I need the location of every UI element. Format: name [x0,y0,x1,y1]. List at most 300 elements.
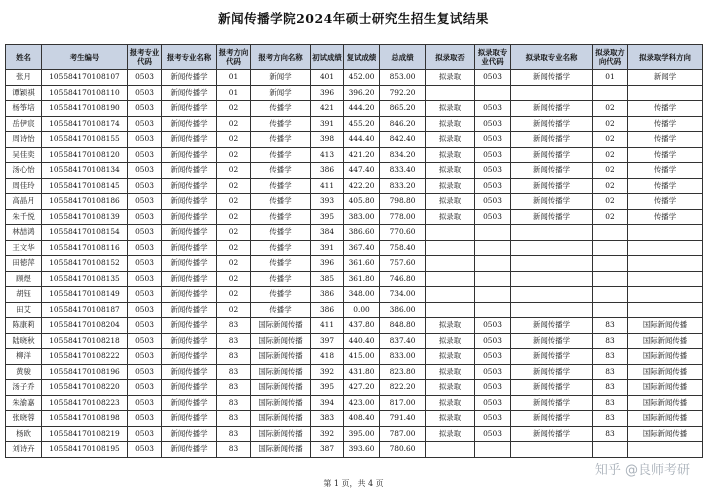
table-cell: 02 [593,101,628,117]
table-cell: 452.00 [344,70,380,86]
table-cell [475,271,511,287]
table-cell: 拟录取 [426,426,475,442]
table-cell: 105584170108190 [42,101,128,117]
table-cell: 105584170108145 [42,178,128,194]
table-cell: 105584170108222 [42,349,128,365]
table-cell: 新闻传播学 [162,256,217,272]
table-cell: 02 [217,240,251,256]
table-row [6,426,703,442]
table-cell: 传播学 [251,194,311,210]
table-cell: 传播学 [251,178,311,194]
table-row [6,163,703,179]
table-cell: 拟录取 [426,395,475,411]
table-cell: 837.40 [380,333,426,349]
table-cell: 0503 [475,132,511,148]
table-cell [511,302,593,318]
table-cell: 新闻传播学 [511,132,593,148]
table-cell [593,85,628,101]
table-cell: 新闻传播学 [162,147,217,163]
table-cell [426,287,475,303]
table-cell: 新闻传播学 [511,194,593,210]
table-cell: 02 [217,178,251,194]
table-cell: 0503 [128,302,162,318]
table-cell: 401 [311,70,344,86]
table-cell: 传播学 [251,101,311,117]
table-cell: 拟录取 [426,209,475,225]
table-cell: 0503 [475,333,511,349]
table-cell: 02 [593,147,628,163]
table-cell: 0503 [128,395,162,411]
table-cell: 国际新闻传播 [628,349,703,365]
table-cell: 105584170108154 [42,225,128,241]
table-cell: 0503 [128,240,162,256]
table-row [6,256,703,272]
table-cell: 0503 [128,411,162,427]
table-cell: 778.00 [380,209,426,225]
table-cell: 02 [217,194,251,210]
table-cell: 734.00 [380,287,426,303]
table-cell: 384 [311,225,344,241]
table-cell: 01 [217,70,251,86]
table-cell: 833.40 [380,163,426,179]
table-cell: 105584170108219 [42,426,128,442]
table-cell: 105584170108198 [42,411,128,427]
table-cell: 83 [593,333,628,349]
table-cell: 391 [311,240,344,256]
table-row [6,442,703,458]
table-cell: 田徳萍 [6,256,42,272]
table-cell: 新闻传播学 [511,163,593,179]
table-cell: 拟录取 [426,380,475,396]
table-cell: 83 [593,380,628,396]
table-cell: 0503 [128,442,162,458]
table-cell: 105584170108116 [42,240,128,256]
table-cell: 王文华 [6,240,42,256]
table-cell: 国际新闻传播 [628,318,703,334]
table-cell: 83 [217,349,251,365]
table-cell: 447.40 [344,163,380,179]
table-cell: 张月 [6,70,42,86]
table-cell [628,302,703,318]
table-cell: 83 [593,395,628,411]
table-cell: 455.20 [344,116,380,132]
table-cell: 02 [217,302,251,318]
table-cell: 陆晓秋 [6,333,42,349]
table-cell: 新闻学 [251,70,311,86]
table-cell: 758.40 [380,240,426,256]
table-cell: 传播学 [628,209,703,225]
table-cell: 367.40 [344,240,380,256]
table-cell: 传播学 [251,271,311,287]
watermark: 知乎 @良师考研 [592,459,693,478]
table-cell: 国际新闻传播 [628,333,703,349]
table-cell: 02 [217,256,251,272]
table-cell: 83 [593,349,628,365]
table-cell [426,271,475,287]
table-cell: 国际新闻传播 [251,318,311,334]
table-cell: 0503 [128,256,162,272]
table-cell: 传播学 [251,209,311,225]
table-row [6,411,703,427]
table-cell: 传播学 [628,101,703,117]
table-cell: 0503 [475,70,511,86]
table-cell: 422.20 [344,178,380,194]
table-cell: 746.80 [380,271,426,287]
table-cell: 398 [311,132,344,148]
page-footer: 第 1 页，共 4 页 [323,479,384,488]
table-cell: 新闻传播学 [162,209,217,225]
table-cell: 0503 [128,101,162,117]
table-cell [511,271,593,287]
table-cell [511,225,593,241]
table-cell: 田艾 [6,302,42,318]
table-cell: 0503 [128,349,162,365]
table-cell [426,240,475,256]
table-cell: 谭颖祺 [6,85,42,101]
table-cell: 02 [217,132,251,148]
table-cell: 0503 [128,426,162,442]
table-cell: 新闻传播学 [511,380,593,396]
table-row [6,395,703,411]
table-cell: 0503 [128,178,162,194]
table-cell: 83 [217,411,251,427]
table-row [6,333,703,349]
table-cell: 新闻传播学 [511,318,593,334]
table-cell: 842.40 [380,132,426,148]
table-cell [628,85,703,101]
table-cell: 105584170108186 [42,194,128,210]
table-row [6,101,703,117]
table-cell: 83 [217,333,251,349]
table-cell: 拟录取 [426,318,475,334]
table-cell: 张晓蓉 [6,411,42,427]
table-cell: 国际新闻传播 [251,426,311,442]
column-header: 初试成绩 [311,45,344,70]
table-row [6,194,703,210]
table-cell: 02 [593,116,628,132]
table-row [6,85,703,101]
table-cell: 拟录取 [426,163,475,179]
table-cell: 411 [311,178,344,194]
table-cell: 0503 [475,395,511,411]
table-row [6,380,703,396]
table-cell: 105584170108223 [42,395,128,411]
column-header: 报考专业代码 [128,45,162,70]
table-cell: 林喆鸿 [6,225,42,241]
results-table [5,44,703,458]
table-cell: 01 [593,70,628,86]
table-cell: 822.20 [380,380,426,396]
column-header: 拟录取专业名称 [511,45,593,70]
table-row [6,116,703,132]
table-cell: 757.60 [380,256,426,272]
table-cell: 传播学 [251,256,311,272]
table-cell: 0503 [128,271,162,287]
table-cell: 柳洋 [6,349,42,365]
table-cell: 新闻传播学 [162,85,217,101]
table-cell: 386 [311,302,344,318]
table-cell: 拟录取 [426,194,475,210]
table-cell: 0503 [128,147,162,163]
table-cell: 83 [593,364,628,380]
table-cell [475,225,511,241]
table-cell: 392 [311,364,344,380]
table-cell: 02 [217,209,251,225]
table-cell: 传播学 [628,194,703,210]
table-cell [593,442,628,458]
table-cell: 新闻传播学 [162,194,217,210]
table-cell: 396 [311,256,344,272]
column-header: 拟录取否 [426,45,475,70]
table-cell: 392 [311,426,344,442]
column-header: 报考方向名称 [251,45,311,70]
table-cell: 新闻传播学 [162,225,217,241]
table-row [6,132,703,148]
table-cell: 383.00 [344,209,380,225]
page-title: 新闻传播学院2024年硕士研究生招生复试结果 [218,11,489,26]
table-cell [426,442,475,458]
table-cell: 陈康莉 [6,318,42,334]
table-cell [511,287,593,303]
table-cell: 新闻传播学 [162,380,217,396]
table-cell: 新闻传播学 [162,287,217,303]
table-cell: 拟录取 [426,101,475,117]
table-cell: 105584170108155 [42,132,128,148]
table-cell: 411 [311,318,344,334]
table-cell: 传播学 [251,116,311,132]
table-cell: 传播学 [628,178,703,194]
table-cell: 395 [311,209,344,225]
table-cell: 传播学 [628,147,703,163]
table-cell: 865.20 [380,101,426,117]
table-cell: 0503 [128,194,162,210]
table-row [6,70,703,86]
table-cell: 新闻传播学 [162,163,217,179]
table-cell: 新闻传播学 [511,333,593,349]
table-cell: 0503 [128,70,162,86]
table-cell: 415.00 [344,349,380,365]
table-row [6,209,703,225]
table-cell: 新闻传播学 [511,101,593,117]
table-cell: 新闻传播学 [511,178,593,194]
table-cell: 新闻传播学 [511,364,593,380]
table-cell: 新闻传播学 [511,411,593,427]
table-cell: 0503 [475,116,511,132]
table-row [6,240,703,256]
table-cell: 386.60 [344,225,380,241]
table-cell: 834.20 [380,147,426,163]
table-cell: 新闻传播学 [162,302,217,318]
table-cell: 02 [217,271,251,287]
table-cell: 0503 [128,116,162,132]
table-cell: 83 [593,318,628,334]
table-cell: 105584170108187 [42,302,128,318]
table-cell: 787.00 [380,426,426,442]
table-row [6,147,703,163]
table-cell [593,240,628,256]
table-cell: 0503 [475,318,511,334]
table-cell: 02 [217,101,251,117]
table-cell: 02 [593,194,628,210]
table-cell: 83 [217,442,251,458]
table-cell: 新闻传播学 [162,70,217,86]
table-cell: 413 [311,147,344,163]
table-cell [628,442,703,458]
table-cell: 朱千悦 [6,209,42,225]
table-cell: 国际新闻传播 [251,395,311,411]
table-cell: 391 [311,116,344,132]
table-cell [511,240,593,256]
table-cell: 387 [311,442,344,458]
table-cell: 新闻传播学 [511,116,593,132]
table-cell: 396.20 [344,85,380,101]
table-cell: 周佳玲 [6,178,42,194]
table-cell: 0503 [128,85,162,101]
table-cell: 397 [311,333,344,349]
table-cell: 杨筝培 [6,101,42,117]
table-cell [593,225,628,241]
table-cell: 周诗怡 [6,132,42,148]
table-cell: 拟录取 [426,411,475,427]
table-cell: 新闻传播学 [162,333,217,349]
header-row [6,45,703,70]
table-cell: 361.60 [344,256,380,272]
table-cell: 348.00 [344,287,380,303]
table-cell: 刘诗卉 [6,442,42,458]
column-header: 报考专业名称 [162,45,217,70]
table-cell [593,302,628,318]
table-cell [628,256,703,272]
table-cell: 386.00 [380,302,426,318]
table-cell: 394 [311,395,344,411]
table-cell: 0503 [475,163,511,179]
table-cell: 0503 [475,194,511,210]
table-cell: 国际新闻传播 [251,442,311,458]
table-cell: 83 [217,426,251,442]
table-cell: 拟录取 [426,349,475,365]
table-cell [511,256,593,272]
table-row [6,271,703,287]
table-cell: 393.60 [344,442,380,458]
column-header: 拟录取专业代码 [475,45,511,70]
table-cell [426,225,475,241]
table-cell: 新闻传播学 [162,395,217,411]
table-cell: 105584170108149 [42,287,128,303]
table-cell: 汤心怡 [6,163,42,179]
table-cell: 385 [311,271,344,287]
table-cell: 83 [593,411,628,427]
table-cell: 胡钰 [6,287,42,303]
table-cell: 0503 [128,163,162,179]
table-cell: 83 [593,426,628,442]
table-cell [593,271,628,287]
table-cell: 02 [217,147,251,163]
table-cell: 0503 [475,209,511,225]
table-cell: 386 [311,287,344,303]
table-cell [475,442,511,458]
table-cell: 817.00 [380,395,426,411]
table-cell: 105584170108120 [42,147,128,163]
table-cell: 传播学 [251,147,311,163]
table-cell: 393 [311,194,344,210]
table-cell: 105584170108135 [42,271,128,287]
table-cell: 国际新闻传播 [628,395,703,411]
table-cell: 770.60 [380,225,426,241]
table-cell: 396 [311,85,344,101]
table-cell: 新闻传播学 [162,178,217,194]
table-cell: 105584170108110 [42,85,128,101]
table-cell: 国际新闻传播 [628,380,703,396]
table-cell: 105584170108152 [42,256,128,272]
table-cell: 国际新闻传播 [251,349,311,365]
table-cell: 105584170108139 [42,209,128,225]
table-cell [511,85,593,101]
table-cell: 新闻传播学 [162,426,217,442]
table-cell: 833.20 [380,178,426,194]
table-cell: 846.20 [380,116,426,132]
table-cell: 0503 [475,364,511,380]
table-cell: 791.40 [380,411,426,427]
table-cell: 拟录取 [426,178,475,194]
table-cell: 新闻传播学 [162,101,217,117]
table-cell: 新闻传播学 [162,411,217,427]
table-cell: 国际新闻传播 [251,364,311,380]
table-cell [426,302,475,318]
table-cell: 新闻传播学 [162,442,217,458]
table-cell: 新闻学 [628,70,703,86]
table-cell: 国际新闻传播 [628,411,703,427]
table-cell: 823.80 [380,364,426,380]
table-cell: 383 [311,411,344,427]
table-cell: 拟录取 [426,364,475,380]
table-cell: 拟录取 [426,116,475,132]
table-cell [475,302,511,318]
table-cell: 431.80 [344,364,380,380]
column-header: 姓名 [6,45,42,70]
table-cell: 395.00 [344,426,380,442]
table-cell: 国际新闻传播 [628,364,703,380]
table-cell: 427.20 [344,380,380,396]
table-cell: 新闻传播学 [162,318,217,334]
table-cell [628,287,703,303]
table-cell: 国际新闻传播 [251,380,311,396]
table-cell: 0503 [128,287,162,303]
table-cell: 0503 [128,225,162,241]
table-row [6,302,703,318]
table-cell: 朱渝嘉 [6,395,42,411]
table-cell: 0503 [475,411,511,427]
table-cell: 新闻传播学 [162,349,217,365]
column-header: 复试成绩 [344,45,380,70]
table-cell: 新闻传播学 [511,147,593,163]
table-cell: 02 [593,209,628,225]
table-cell: 798.80 [380,194,426,210]
table-cell: 新闻传播学 [162,271,217,287]
table-cell: 361.80 [344,271,380,287]
table-row [6,364,703,380]
table-row [6,349,703,365]
table-cell: 780.60 [380,442,426,458]
table-cell: 01 [217,85,251,101]
table-cell: 传播学 [251,302,311,318]
table-cell: 848.80 [380,318,426,334]
table-cell [475,85,511,101]
table-cell: 国际新闻传播 [251,333,311,349]
column-header: 考生编号 [42,45,128,70]
table-cell: 新闻传播学 [511,70,593,86]
table-cell: 0503 [475,380,511,396]
table-cell: 0.00 [344,302,380,318]
